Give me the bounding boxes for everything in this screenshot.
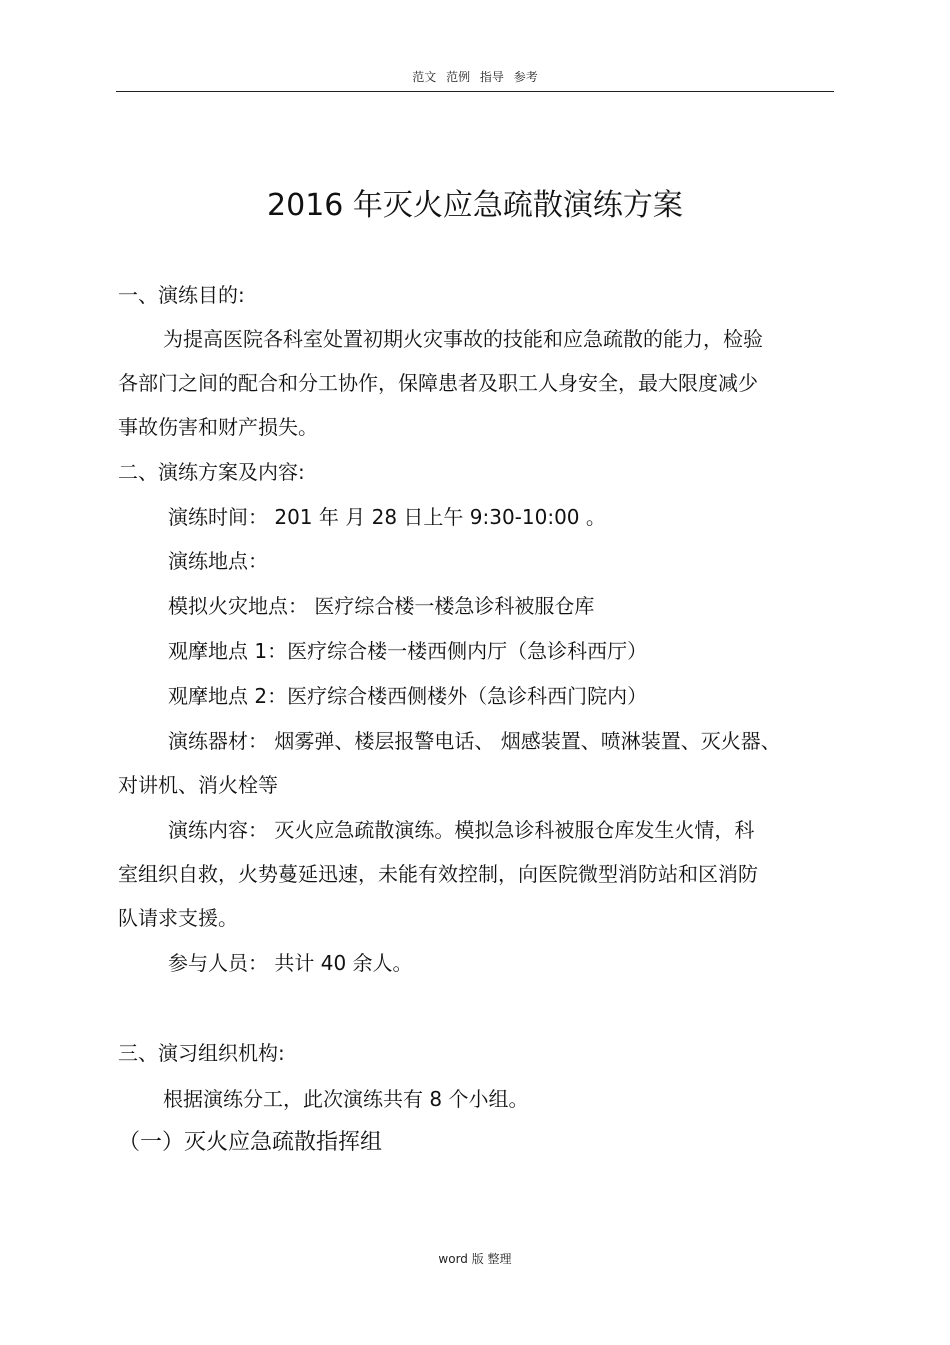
section-heading-2: 二、演练方案及内容:: [118, 460, 305, 484]
page-footer: word 版 整理: [438, 1252, 512, 1266]
paragraph-line: 根据演练分工，此次演练共有 8 个小组。: [163, 1087, 529, 1111]
observation-point-2: 观摩地点 2：医疗综合楼西侧楼外（急诊科西门院内）: [168, 684, 648, 708]
paragraph-line: 事故伤害和财产损失。: [118, 415, 318, 439]
paragraph-line: 对讲机、消火栓等: [118, 773, 278, 797]
simulated-fire-location: 模拟火灾地点： 医疗综合楼一楼急诊科被服仓库: [168, 594, 595, 618]
page-header: 范文 范例 指导 参考: [412, 70, 538, 84]
participants: 参与人员： 共计 40 余人。: [168, 951, 413, 975]
paragraph-line: 各部门之间的配合和分工协作，保障患者及职工人身安全，最大限度减少: [118, 371, 758, 395]
paragraph-line: 为提高医院各科室处置初期火灾事故的技能和应急疏散的能力，检验: [163, 327, 763, 351]
section-heading-1: 一、演练目的:: [118, 283, 245, 307]
subsection-heading: （一）灭火应急疏散指挥组: [118, 1130, 383, 1155]
drill-time: 演练时间： 201 年 月 28 日上午 9:30-10:00 。: [168, 505, 606, 529]
drill-location: 演练地点：: [168, 549, 268, 573]
paragraph-line: 室组织自救，火势蔓延迅速，未能有效控制，向医院微型消防站和区消防: [118, 862, 758, 886]
section-heading-3: 三、演习组织机构:: [118, 1041, 285, 1065]
header-divider: [116, 91, 834, 92]
observation-point-1: 观摩地点 1：医疗综合楼一楼西侧内厅（急诊科西厅）: [168, 639, 648, 663]
paragraph-line: 队请求支援。: [118, 906, 238, 930]
drill-equipment: 演练器材： 烟雾弹、楼层报警电话、 烟感装置、喷淋装置、灭火器、: [168, 729, 781, 753]
document-title: 2016 年灭火应急疏散演练方案: [267, 188, 683, 223]
drill-content: 演练内容： 灭火应急疏散演练。模拟急诊科被服仓库发生火情，科: [168, 818, 755, 842]
